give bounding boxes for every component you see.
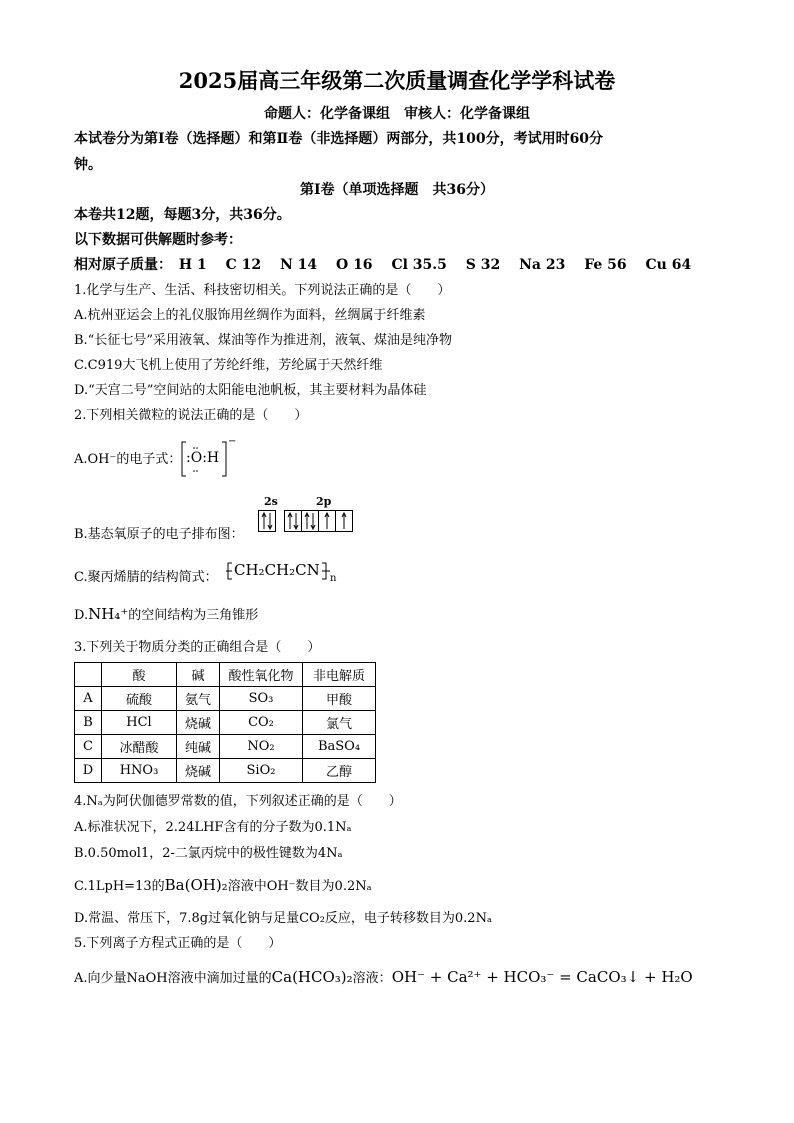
- table-cell: SO₃: [220, 687, 303, 711]
- atomic-mass-item: H 1: [178, 257, 207, 273]
- paired-electron-icon: [259, 511, 275, 531]
- q5-stem: 5.下列离子方程式正确的是（ ）: [74, 936, 282, 951]
- table-cell: BaSO₄: [303, 735, 376, 759]
- part1-heading: 第Ⅰ卷（单项选择题 共36分）: [299, 182, 495, 198]
- table-cell: B: [75, 711, 102, 735]
- table-cell: 氯气: [303, 711, 376, 735]
- table-header-cell: 酸: [102, 663, 177, 687]
- atomic-mass-label: 相对原子质量：: [74, 257, 172, 273]
- table-cell: CO₂: [220, 711, 303, 735]
- ammonium-formula: NH₄⁺: [88, 605, 129, 623]
- atomic-mass-item: S 32: [465, 257, 501, 273]
- q4-option-b: B.0.50mol1，2-二氯丙烷中的极性键数为4Nₐ: [74, 846, 343, 861]
- q1-option-b: B.“长征七号”采用液氧、煤油等作为推进剂，液氧、煤油是纯净物: [74, 333, 452, 348]
- ionic-equation: OH⁻ + Ca²⁺ + HCO₃⁻ = CaCO₃↓ + H₂O: [391, 968, 693, 986]
- q2-stem: 2.下列相关微粒的说法正确的是（ ）: [74, 408, 308, 423]
- q2-option-c-text: C.聚丙烯腈的结构简式：: [74, 570, 218, 585]
- oh-electron-formula: [180, 436, 237, 478]
- table-cell: HNO₃: [102, 759, 177, 783]
- classification-table: [74, 662, 376, 783]
- table-header-row: [75, 663, 376, 687]
- q2-d-suffix: 的空间结构为三角锥形: [128, 608, 259, 623]
- reference-heading: 以下数据可供解题时参考：: [74, 232, 242, 248]
- table-cell: A: [75, 687, 102, 711]
- intro-line-2: 钟。: [74, 157, 102, 173]
- table-cell: 氨气: [177, 687, 220, 711]
- atomic-mass-item: O 16: [336, 257, 373, 273]
- table-header-cell: 碱: [177, 663, 220, 687]
- q1-option-c: C.C919大飞机上使用了芳纶纤维，芳纶属于天然纤维: [74, 358, 383, 373]
- table-cell: D: [75, 759, 102, 783]
- table-cell: 硫酸: [102, 687, 177, 711]
- polymer-formula-text: CH₂CH₂CN: [234, 561, 320, 579]
- table-row: [75, 711, 376, 735]
- table-cell: 乙醇: [303, 759, 376, 783]
- table-cell: NO₂: [220, 735, 303, 759]
- table-cell: 纯碱: [177, 735, 220, 759]
- authors-line: 命题人：化学备课组 审核人：化学备课组: [264, 106, 530, 122]
- atomic-mass-item: C 12: [225, 257, 262, 273]
- paired-electron-icon: [285, 511, 302, 531]
- barium-hydroxide-formula: Ba(OH)₂: [164, 876, 228, 894]
- q2-option-d: [74, 606, 258, 624]
- up-electron-icon: [336, 511, 352, 531]
- q4-option-a: A.标准状况下，2.24LHF含有的分子数为0.1Nₐ: [74, 820, 352, 835]
- table-cell: HCl: [102, 711, 177, 735]
- q4-option-c: [74, 877, 372, 895]
- q5-a-prefix: A.向少量NaOH溶液中滴加过量的: [74, 971, 272, 986]
- q1-option-a: A.杭州亚运会上的礼仪服饰用丝绸作为面料，丝绸属于纤维素: [74, 308, 426, 323]
- q5-a-mid: 溶液：: [352, 971, 392, 986]
- paired-electron-icon: [302, 511, 319, 531]
- q1-stem: 1.化学与生产、生活、科技密切相关。下列说法正确的是（ ）: [74, 283, 451, 298]
- q5-option-a: [74, 969, 693, 987]
- exam-title: 2025届高三年级第二次质量调查化学学科试卷: [178, 68, 616, 93]
- q2-d-prefix: D.: [74, 608, 89, 623]
- table-header-cell: 酸性氧化物: [220, 663, 303, 687]
- calcium-bicarbonate-formula: Ca(HCO₃)₂: [271, 968, 353, 986]
- polymer-n: n: [330, 573, 337, 584]
- atomic-mass-item: N 14: [279, 257, 318, 273]
- table-row: [75, 759, 376, 783]
- atomic-mass-line: [74, 256, 705, 274]
- q2-option-b-text: B.基态氧原子的电子排布图：: [74, 527, 244, 542]
- orbital-label-2p: 2p: [316, 495, 332, 508]
- orbital-2p-boxes: [284, 510, 353, 532]
- table-header-cell: 非电解质: [303, 663, 376, 687]
- part1-description: 本卷共12题，每题3分，共36分。: [74, 207, 291, 223]
- q4-option-d: D.常温、常压下，7.8g过氧化钠与足量CO₂反应，电子转移数目为0.2Nₐ: [74, 911, 492, 926]
- q4-c-prefix: C.1LpH=13的: [74, 879, 165, 894]
- table-cell: 甲酸: [303, 687, 376, 711]
- q1-option-d: D.“天宫二号”空间站的太阳能电池帆板，其主要材料为晶体硅: [74, 383, 427, 398]
- atomic-mass-item: Cl 35.5: [391, 257, 447, 273]
- table-cell: 烧碱: [177, 711, 220, 735]
- table-row: [75, 735, 376, 759]
- oh-charge: −: [228, 436, 237, 447]
- atomic-mass-item: Fe 56: [584, 257, 627, 273]
- table-row: [75, 687, 376, 711]
- q4-stem: 4.Nₐ为阿伏伽德罗常数的值，下列叙述正确的是（ ）: [74, 794, 402, 809]
- orbital-2s-box: [258, 510, 276, 532]
- atomic-mass-item: Cu 64: [645, 257, 692, 273]
- table-cell: SiO₂: [220, 759, 303, 783]
- table-cell: 冰醋酸: [102, 735, 177, 759]
- table-cell: 烧碱: [177, 759, 220, 783]
- q3-stem: 3.下列关于物质分类的正确组合是（ ）: [74, 640, 321, 655]
- orbital-label-2s: 2s: [264, 495, 278, 508]
- up-electron-icon: [319, 511, 336, 531]
- oh-formula-text: :O:H: [186, 450, 220, 466]
- intro-line-1: 本试卷分为第Ⅰ卷（选择题）和第Ⅱ卷（非选择题）两部分，共100分，考试用时60分: [74, 131, 604, 147]
- table-header-cell: [75, 663, 102, 687]
- q4-c-suffix: 溶液中OH⁻数目为0.2Nₐ: [227, 879, 372, 894]
- table-cell: C: [75, 735, 102, 759]
- atomic-mass-item: Na 23: [519, 257, 566, 273]
- q2-option-a-text: A.OH⁻的电子式：: [74, 452, 182, 467]
